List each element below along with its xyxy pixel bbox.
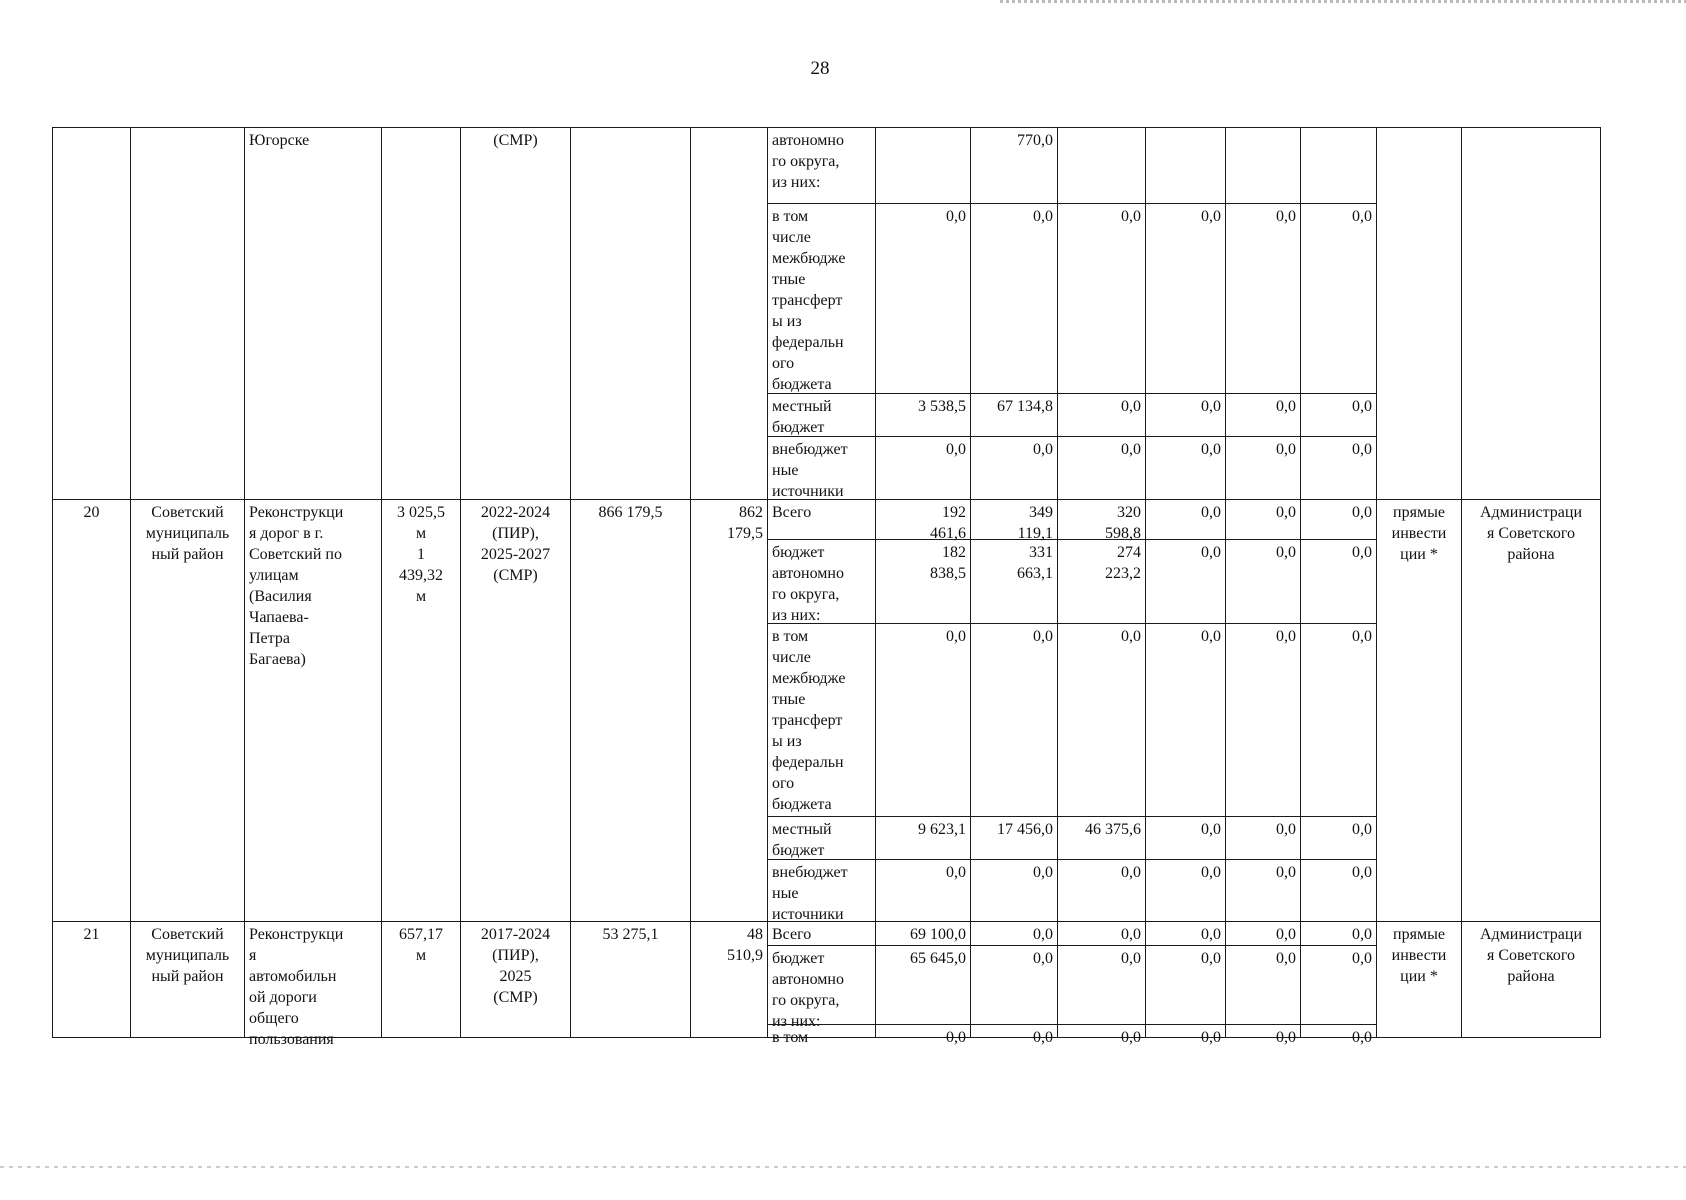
year-value-cell: 0,0 (1300, 203, 1377, 394)
municipality-cell: Советский муниципаль ный район (130, 499, 245, 922)
remaining-cost-cell (690, 127, 768, 500)
year-value-cell: 9 623,1 (875, 816, 971, 860)
year-value-cell: 349 119,1 (970, 499, 1058, 540)
year-value-cell: 0,0 (970, 623, 1058, 817)
object-name-cell: Реконструкци я дорог в г. Советский по улицам (Василия Чапаева- Петра Багаева) (244, 499, 382, 922)
year-value-cell: 46 375,6 (1057, 816, 1146, 860)
year-value-cell: 0,0 (1145, 859, 1226, 922)
year-value-cell: 0,0 (1300, 945, 1377, 1025)
year-value-cell: 0,0 (1057, 393, 1146, 437)
year-value-cell: 0,0 (1057, 921, 1146, 946)
funding-source-cell: внебюджет ные источники (767, 859, 876, 922)
year-value-cell: 0,0 (1225, 1024, 1301, 1038)
estimated-cost-cell (570, 127, 691, 500)
year-value-cell: 0,0 (1300, 393, 1377, 437)
year-value-cell: 0,0 (1300, 499, 1377, 540)
year-value-cell: 0,0 (1225, 945, 1301, 1025)
year-value-cell: 0,0 (875, 436, 971, 500)
year-value-cell: 0,0 (1225, 859, 1301, 922)
year-value-cell: 0,0 (1300, 921, 1377, 946)
year-value-cell: 0,0 (970, 859, 1058, 922)
year-value-cell: 0,0 (1145, 921, 1226, 946)
year-value-cell: 0,0 (1225, 921, 1301, 946)
year-value-cell: 0,0 (1300, 816, 1377, 860)
page-number: 28 (810, 58, 830, 79)
row-number-cell: 21 (52, 921, 131, 1038)
funding-source-cell: Всего (767, 499, 876, 540)
year-value-cell: 0,0 (875, 203, 971, 394)
year-value-cell: 0,0 (1145, 203, 1226, 394)
row-number-cell (52, 127, 131, 500)
year-value-cell: 67 134,8 (970, 393, 1058, 437)
customer-cell (1461, 127, 1601, 500)
year-value-cell: 69 100,0 (875, 921, 971, 946)
capacity-cell: 3 025,5 м 1 439,32 м (381, 499, 461, 922)
year-value-cell: 3 538,5 (875, 393, 971, 437)
year-value-cell: 0,0 (875, 1024, 971, 1038)
scan-noise-bottom (0, 1166, 1686, 1168)
year-value-cell: 0,0 (1225, 393, 1301, 437)
municipality-cell (130, 127, 245, 500)
year-value-cell: 17 456,0 (970, 816, 1058, 860)
year-value-cell: 0,0 (1145, 436, 1226, 500)
year-value-cell: 0,0 (1057, 436, 1146, 500)
funding-source-cell: в том числе межбюдже тные трансферт ы из федеральн ого бюджета (767, 623, 876, 817)
capacity-cell (381, 127, 461, 500)
year-value-cell: 0,0 (1145, 393, 1226, 437)
year-value-cell: 0,0 (1225, 816, 1301, 860)
year-value-cell: 0,0 (970, 921, 1058, 946)
year-value-cell (1225, 127, 1301, 204)
year-value-cell: 0,0 (1145, 816, 1226, 860)
period-cell: (СМР) (460, 127, 571, 500)
funding-source-cell: в том числе межбюдже тные трансферт ы из федеральн ого бюджета (767, 203, 876, 394)
year-value-cell: 0,0 (1145, 1024, 1226, 1038)
year-value-cell: 0,0 (1300, 859, 1377, 922)
year-value-cell: 0,0 (875, 623, 971, 817)
year-value-cell: 0,0 (1225, 436, 1301, 500)
capacity-cell: 657,17 м (381, 921, 461, 1038)
municipality-cell: Советский муниципаль ный район (130, 921, 245, 1038)
year-value-cell: 0,0 (1300, 1024, 1377, 1038)
year-value-cell: 0,0 (1145, 539, 1226, 624)
year-value-cell (875, 127, 971, 204)
year-value-cell: 0,0 (970, 1024, 1058, 1038)
period-cell: 2017-2024 (ПИР), 2025 (СМР) (460, 921, 571, 1038)
year-value-cell: 0,0 (1300, 436, 1377, 500)
funding-source-cell: в том (767, 1024, 876, 1038)
estimated-cost-cell: 866 179,5 (570, 499, 691, 922)
funding-source-cell: местный бюджет (767, 816, 876, 860)
year-value-cell (1300, 127, 1377, 204)
year-value-cell: 0,0 (1057, 1024, 1146, 1038)
remaining-cost-cell: 862 179,5 (690, 499, 768, 922)
year-value-cell: 0,0 (1057, 945, 1146, 1025)
object-name-cell: Реконструкци я автомобильн ой дороги общего пользования (244, 921, 382, 1038)
remaining-cost-cell: 48 510,9 (690, 921, 768, 1038)
funding-source-cell: Всего (767, 921, 876, 946)
year-value-cell: 192 461,6 (875, 499, 971, 540)
object-name-cell: Югорске (244, 127, 382, 500)
funding-source-cell: местный бюджет (767, 393, 876, 437)
year-value-cell (1057, 127, 1146, 204)
funding-source-cell: автономно го округа, из них: (767, 127, 876, 204)
year-value-cell: 274 223,2 (1057, 539, 1146, 624)
year-value-cell: 331 663,1 (970, 539, 1058, 624)
year-value-cell: 0,0 (970, 945, 1058, 1025)
funding-source-cell: бюджет автономно го округа, из них: (767, 539, 876, 624)
year-value-cell: 0,0 (1057, 623, 1146, 817)
year-value-cell: 0,0 (1057, 203, 1146, 394)
year-value-cell: 182 838,5 (875, 539, 971, 624)
year-value-cell (1145, 127, 1226, 204)
year-value-cell: 0,0 (1057, 859, 1146, 922)
year-value-cell: 0,0 (1225, 623, 1301, 817)
year-value-cell: 0,0 (970, 436, 1058, 500)
year-value-cell: 770,0 (970, 127, 1058, 204)
year-value-cell: 0,0 (1145, 499, 1226, 540)
row-number-cell: 20 (52, 499, 131, 922)
funding-source-cell: бюджет автономно го округа, из них: (767, 945, 876, 1025)
year-value-cell: 65 645,0 (875, 945, 971, 1025)
financing-mechanism-cell: прямые инвести ции * (1376, 499, 1462, 922)
customer-cell: Администраци я Советского района (1461, 921, 1601, 1038)
customer-cell: Администраци я Советского района (1461, 499, 1601, 922)
year-value-cell: 0,0 (875, 859, 971, 922)
period-cell: 2022-2024 (ПИР), 2025-2027 (СМР) (460, 499, 571, 922)
year-value-cell: 0,0 (970, 203, 1058, 394)
year-value-cell: 0,0 (1225, 203, 1301, 394)
estimated-cost-cell: 53 275,1 (570, 921, 691, 1038)
year-value-cell: 0,0 (1300, 539, 1377, 624)
year-value-cell: 0,0 (1225, 539, 1301, 624)
year-value-cell: 320 598,8 (1057, 499, 1146, 540)
financing-mechanism-cell (1376, 127, 1462, 500)
funding-source-cell: внебюджет ные источники (767, 436, 876, 500)
year-value-cell: 0,0 (1145, 623, 1226, 817)
year-value-cell: 0,0 (1145, 945, 1226, 1025)
year-value-cell: 0,0 (1300, 623, 1377, 817)
financing-mechanism-cell: прямые инвести ции * (1376, 921, 1462, 1038)
year-value-cell: 0,0 (1225, 499, 1301, 540)
